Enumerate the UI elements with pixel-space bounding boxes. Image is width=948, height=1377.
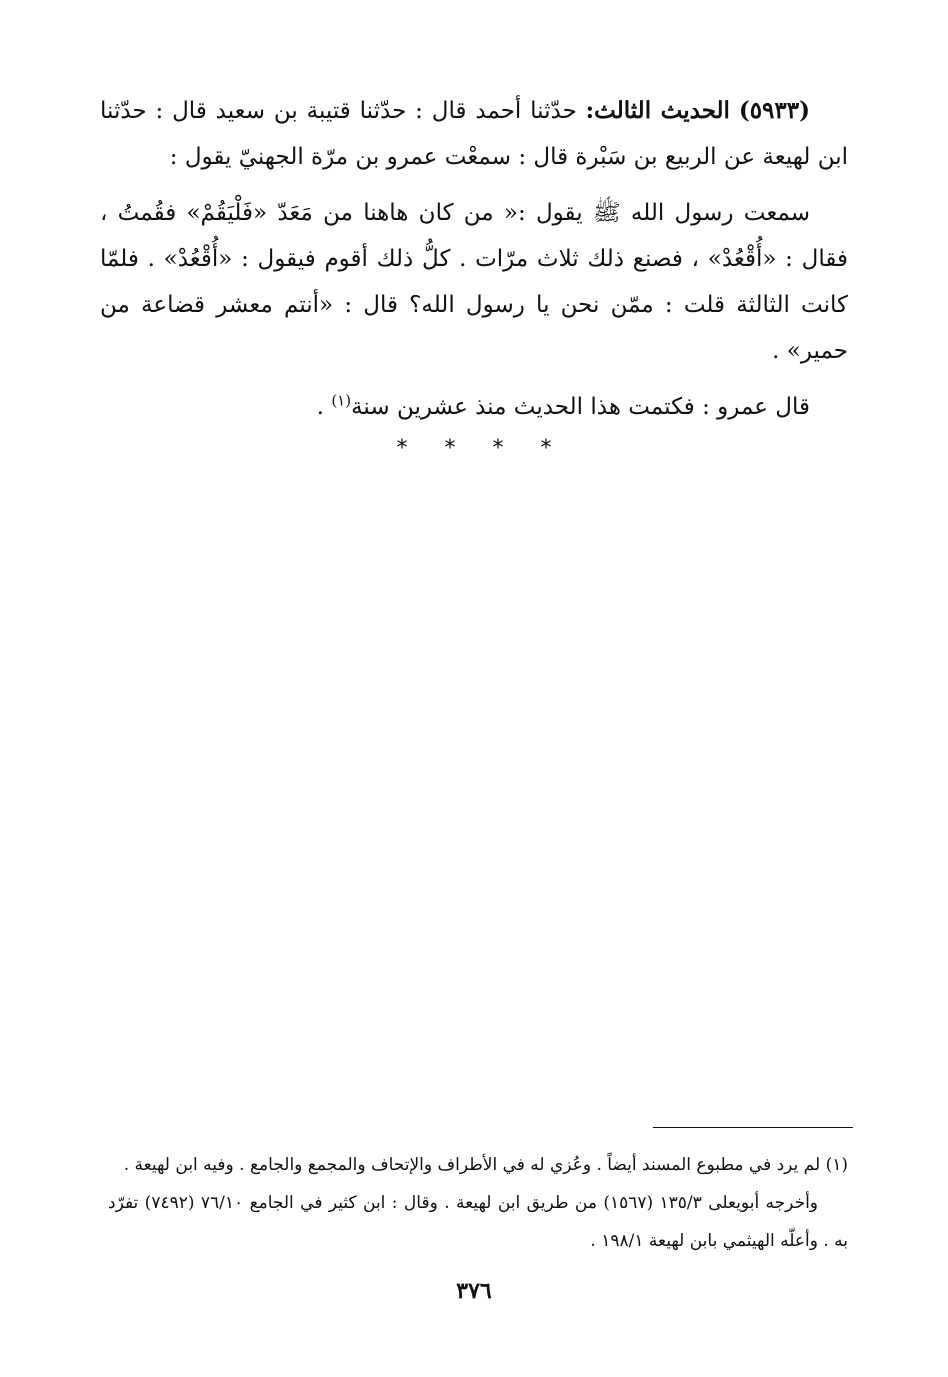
hadith-closing-paragraph — [100, 384, 848, 430]
hadith-number: (٥٩٣٣) — [738, 97, 811, 124]
footnote-line-2: وأخرجه أبويعلى ١٣٥/٣ (١٥٦٧) من طريق ابن لهيعة . وقال : ابن كثير في الجامع ٧٦/١٠ (٧٤٩٢) تفرّد به . وأعلّه الهيثمي بابن لهيعة ١٩٨/١ . — [108, 1193, 848, 1251]
page-number: ٣٧٦ — [456, 1278, 492, 1304]
hadith-closing-end: . — [316, 394, 332, 420]
hadith-closing: قال عمرو : فكتمت هذا الحديث منذ عشرين سنة — [351, 394, 810, 420]
hadith-intro — [100, 88, 848, 180]
section-separator: * * * * — [396, 436, 552, 461]
hadith-label: الحديث الثالث: — [585, 97, 730, 124]
footnote-divider — [653, 1127, 853, 1128]
footnotes — [108, 1146, 848, 1260]
footnote-line-1: (١) لم يرد في مطبوع المسند أيضاً . وعُزي له في الأطراف والإتحاف والمجمع والجامع . وفيه ابن لهيعة . — [123, 1155, 848, 1175]
main-text — [100, 88, 848, 430]
hadith-chain: حدّثنا أحمد قال : حدّثنا قتيبة بن سعيد قال : حدّثنا ابن لهيعة عن الربيع بن سَبْرة قال : سمعْت عمرو بن مرّة الجهنيّ يقول : — [100, 98, 848, 170]
hadith-body: سمعت رسول الله ﷺ يقول :« من كان هاهنا من مَعَدّ «فَلْيَقُمْ» فقُمتُ ، فقال : «أُقْعُدْ» ، فصنع ذلك ثلاث مرّات . كلُّ ذلك أقوم فيقول : «أُقْعُدْ» . فلمّا كانت الثالثة قلت : ممّن نحن يا رسول الله؟ قال : «أنتم معشر قضاعة من حمير» . — [100, 200, 848, 364]
footnote-ref: (١) — [331, 391, 352, 410]
